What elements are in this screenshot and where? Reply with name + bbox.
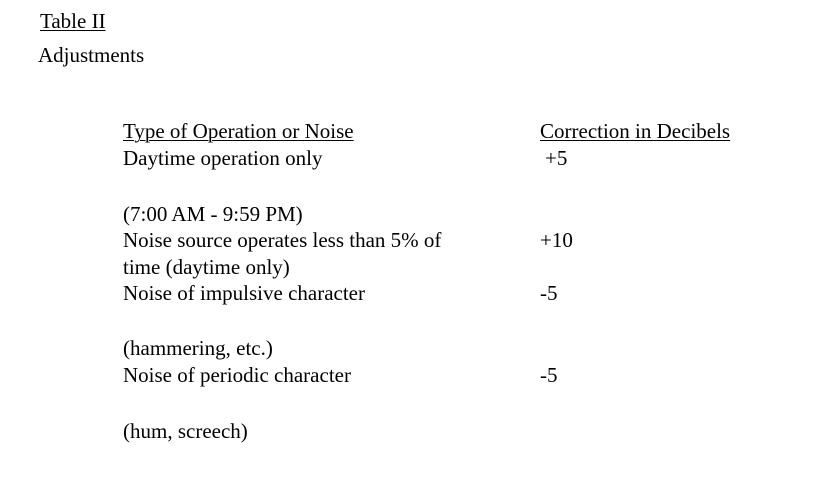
table-row-1-type-line-2: (7:00 AM - 9:59 PM) — [123, 202, 303, 226]
table-row-4-type-line-2: (hum, screech) — [123, 419, 248, 443]
table-row-4-correction: -5 — [540, 363, 558, 387]
table-row-2-type-line-1: Noise source operates less than 5% of — [123, 228, 442, 252]
column-header-correction: Correction in Decibels — [540, 119, 731, 143]
table-title: Table II — [40, 9, 106, 33]
table-row-3-type-line-2: (hammering, etc.) — [123, 336, 273, 360]
table-row-3-correction: -5 — [540, 281, 558, 305]
column-header-type: Type of Operation or Noise — [123, 119, 354, 143]
table-row-4-type-line-1: Noise of periodic character — [123, 363, 351, 387]
table-row-2-correction: +10 — [540, 228, 573, 252]
table-row-2-type-line-2: time (daytime only) — [123, 255, 290, 279]
table-row-1-type-line-1: Daytime operation only — [123, 146, 323, 170]
table-row-1-correction: +5 — [545, 146, 568, 170]
table-subtitle: Adjustments — [38, 43, 145, 67]
table-row-3-type-line-1: Noise of impulsive character — [123, 281, 365, 305]
